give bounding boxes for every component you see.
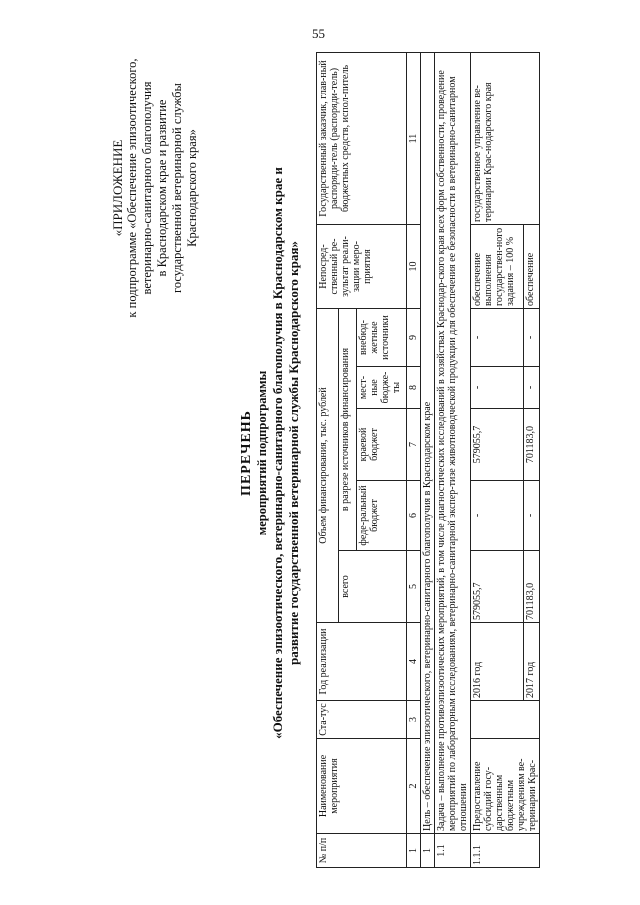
header-funding: Объем финансирования, тыс. рублей: [317, 309, 339, 623]
row-local: -: [471, 367, 524, 409]
col-number: 2: [407, 739, 421, 834]
appendix-line: ветеринарно-санитарного благополучия: [140, 81, 154, 295]
row-federal: -: [524, 481, 540, 551]
col-number: 1: [407, 834, 421, 868]
col-number: 10: [407, 225, 421, 309]
col-number: 11: [407, 53, 421, 225]
header-offbudget: внебюд-жетные источники: [357, 309, 407, 367]
goal-num: 1: [421, 834, 435, 868]
appendix-block: [110, 38, 200, 338]
row-result: обеспечение выполнения государствен-ного задания – 100 %: [471, 225, 524, 309]
col-number: 4: [407, 623, 421, 701]
row-offbudget: -: [471, 309, 524, 367]
col-number: 8: [407, 367, 421, 409]
row-regional: 701183,0: [524, 409, 540, 481]
task-num: 1.1: [435, 834, 471, 868]
row-year: 2017 год: [524, 623, 540, 701]
heading-title: ПЕРЕЧЕНЬ: [239, 410, 254, 496]
row-total: 701183,0: [524, 551, 540, 623]
appendix-title: «ПРИЛОЖЕНИЕ: [110, 139, 125, 237]
header-customer: Государственный заказчик, глав-ный распоряди-тель (распоряди-тель) бюджетных средств, испол-питель: [317, 53, 407, 225]
row-regional: 579055,7: [471, 409, 524, 481]
heading-subtitle: мероприятий подпрограммы: [255, 370, 269, 536]
activities-table: [316, 52, 540, 868]
row-year: 2016 год: [471, 623, 524, 701]
table-row: [471, 53, 524, 868]
header-federal: феде-ральный бюджет: [357, 481, 407, 551]
row-federal: -: [471, 481, 524, 551]
header-name: Наименование мероприятия: [317, 739, 407, 834]
header-total: всего: [339, 551, 407, 623]
row-offbudget: -: [524, 309, 540, 367]
heading-line-1: «Обеспечение эпизоотического, ветеринарно-санитарного благополучия в Краснодарском крае и: [270, 167, 285, 739]
appendix-line: государственной ветеринарной службы: [170, 83, 184, 293]
heading-line-2: развитие государственной ветеринарной службы Краснодарского края»: [286, 241, 301, 665]
document-heading: [238, 58, 302, 848]
appendix-line: к подпрограмме «Обеспечение эпизоотического,: [125, 58, 139, 318]
col-number: 5: [407, 551, 421, 623]
header-status: Ста-тус: [317, 701, 407, 739]
header-result: Непосред-ственный ре-зультат реали-зации меро-приятия: [317, 225, 407, 309]
header-by-source: в разрезе источников финансирования: [339, 309, 357, 551]
item-status: [471, 701, 540, 739]
item-name: Предоставление субсидий госу-дарственным бюджетным учреждениям ве-теринарии Крас-: [471, 739, 540, 834]
item-customer: государственное управление ве-теринарии Крас-нодарского края: [471, 53, 540, 225]
appendix-line: Краснодарского края»: [185, 129, 199, 247]
col-number: 3: [407, 701, 421, 739]
task-text: Задача – выполнение противоэпизоотических мероприятий, в том числе диагностических исследований в хозяйствах Краснодар-ского края всех форм собственности, проведение мероприятий по лабораторным исследованиям, ветеринарно-санитарной экспер-тизе животноводческой продукции для обеспечения ее безопасности в ветеринарно-санитарном отношении: [435, 53, 471, 834]
header-regional: краевой бюджет: [357, 409, 407, 481]
col-number: 6: [407, 481, 421, 551]
col-number: 7: [407, 409, 421, 481]
rotated-page-content: [110, 38, 610, 868]
header-year: Год реализации: [317, 623, 407, 701]
header-local: мест-ные бюдже-ты: [357, 367, 407, 409]
goal-text: Цель – обеспечение эпизоотического, ветеринарно-санитарного благополучия в Краснодарском крае: [421, 53, 435, 834]
appendix-line: в Краснодарском крае и развитие: [155, 99, 169, 277]
item-num: 1.1.1: [471, 834, 540, 868]
header-num: № п/п: [317, 834, 407, 868]
row-total: 579055,7: [471, 551, 524, 623]
page-number: 55: [312, 26, 325, 41]
row-result: обеспечение: [524, 225, 540, 309]
col-number: 9: [407, 309, 421, 367]
row-local: -: [524, 367, 540, 409]
